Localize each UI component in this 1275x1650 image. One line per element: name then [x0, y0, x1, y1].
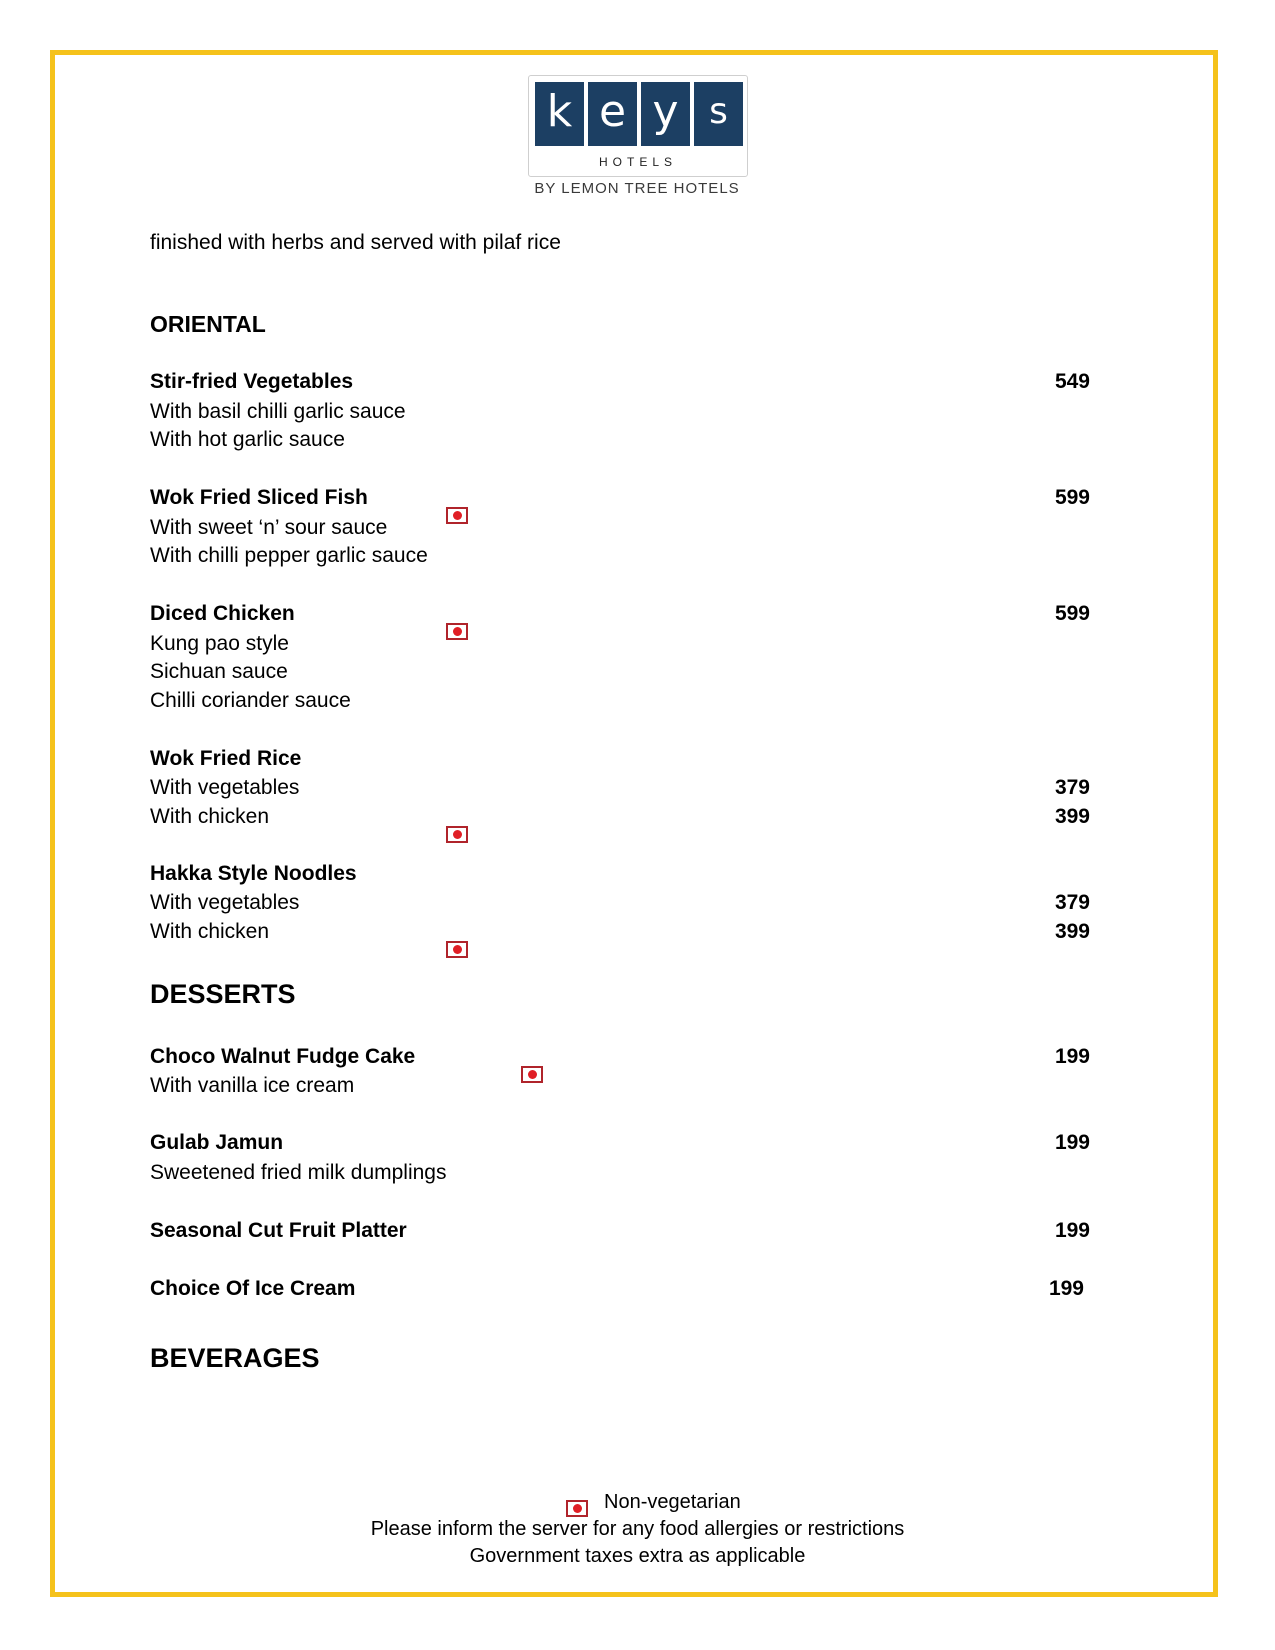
- item-name-diced-chicken: Diced Chicken: [150, 602, 295, 625]
- section-beverages-heading: BEVERAGES: [150, 1343, 320, 1373]
- keys-hotels-logo: [528, 75, 748, 177]
- item-desc: With basil chilli garlic sauce: [150, 400, 406, 423]
- item-option-price: 399: [1054, 920, 1090, 943]
- logo-hotels-text: HOTELS: [598, 155, 677, 169]
- item-desc: Kung pao style: [150, 632, 289, 655]
- item-name-wok-fried-rice: Wok Fried Rice: [150, 747, 302, 770]
- legend-nonveg-label: Non-vegetarian: [604, 1491, 741, 1513]
- item-name-choco-walnut-fudge-cake: Choco Walnut Fudge Cake: [150, 1045, 416, 1068]
- nonveg-icon: [446, 507, 468, 524]
- footer-tax-note: Government taxes extra as applicable: [469, 1545, 806, 1567]
- item-desc: Sweetened fried milk dumplings: [150, 1161, 447, 1184]
- item-price-stir-fried-vegetables: 549: [1054, 370, 1090, 393]
- item-option-label: With chicken: [150, 805, 270, 828]
- footer-allergy-note: Please inform the server for any food allergies or restrictions: [370, 1518, 905, 1540]
- section-desserts-heading: DESSERTS: [150, 979, 296, 1009]
- item-desc: With vanilla ice cream: [150, 1074, 355, 1097]
- logo-letter-s: s: [694, 82, 743, 146]
- item-name-stir-fried-vegetables: Stir-fried Vegetables: [150, 370, 354, 393]
- item-option-price: 399: [1054, 805, 1090, 828]
- item-option-price: 379: [1054, 891, 1090, 914]
- item-price-choco-walnut-fudge-cake: 199: [1054, 1045, 1090, 1068]
- item-price-gulab-jamun: 199: [1054, 1131, 1090, 1154]
- section-oriental-heading: ORIENTAL: [150, 311, 266, 337]
- item-name-hakka-style-noodles: Hakka Style Noodles: [150, 862, 357, 885]
- item-desc: With hot garlic sauce: [150, 428, 345, 451]
- item-price-choice-of-ice-cream: 199: [1048, 1277, 1084, 1300]
- nonveg-icon: [566, 1500, 588, 1517]
- item-desc: With chilli pepper garlic sauce: [150, 544, 428, 567]
- intro-text: finished with herbs and served with pilaf rice: [150, 231, 561, 254]
- logo-by-line: BY LEMON TREE HOTELS: [534, 180, 740, 197]
- item-name-seasonal-cut-fruit-platter: Seasonal Cut Fruit Platter: [150, 1219, 407, 1242]
- logo-letter-e: e: [588, 82, 637, 146]
- item-name-wok-fried-sliced-fish: Wok Fried Sliced Fish: [150, 486, 368, 509]
- item-option-price: 379: [1054, 776, 1090, 799]
- nonveg-icon: [446, 941, 468, 958]
- logo-letter-y: y: [641, 82, 690, 146]
- item-price-wok-fried-sliced-fish: 599: [1054, 486, 1090, 509]
- item-desc: Sichuan sauce: [150, 660, 288, 683]
- item-price-diced-chicken: 599: [1054, 602, 1090, 625]
- item-price-seasonal-cut-fruit-platter: 199: [1054, 1219, 1090, 1242]
- item-desc: With sweet ‘n’ sour sauce: [150, 516, 388, 539]
- nonveg-icon: [521, 1066, 543, 1083]
- item-option-label: With vegetables: [150, 776, 300, 799]
- item-desc: Chilli coriander sauce: [150, 689, 351, 712]
- item-name-choice-of-ice-cream: Choice Of Ice Cream: [150, 1277, 356, 1300]
- item-name-gulab-jamun: Gulab Jamun: [150, 1131, 284, 1154]
- logo-letter-k: k: [535, 82, 584, 146]
- nonveg-icon: [446, 826, 468, 843]
- item-option-label: With vegetables: [150, 891, 300, 914]
- item-option-label: With chicken: [150, 920, 270, 943]
- nonveg-icon: [446, 623, 468, 640]
